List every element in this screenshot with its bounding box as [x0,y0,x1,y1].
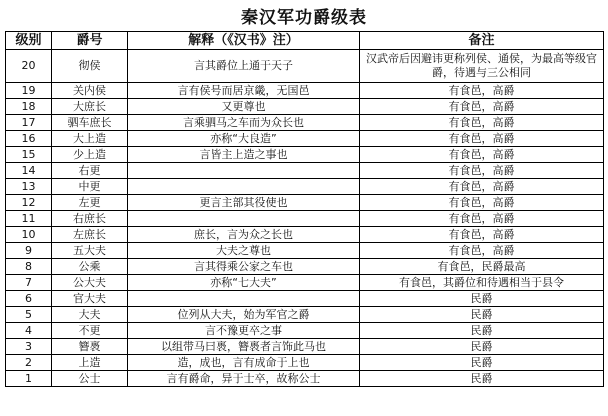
table-row [6,83,604,99]
cell-level: 6 [6,291,52,307]
cell-explanation: 言有侯号而居京畿，无国邑 [128,83,360,99]
cell-level: 19 [6,83,52,99]
table-row [6,147,604,163]
cell-explanation: 造，成也，言有成命于上也 [128,355,360,371]
cell-title-name: 驷车庶长 [52,115,128,131]
cell-title-name: 少上造 [52,147,128,163]
cell-level: 10 [6,227,52,243]
cell-title-name: 大上造 [52,131,128,147]
cell-remark: 有食邑，高爵 [360,115,604,131]
cell-remark: 有食邑，高爵 [360,147,604,163]
cell-explanation: 以组带马曰褭，簪褭者言饰此马也 [128,339,360,355]
cell-level: 16 [6,131,52,147]
cell-remark: 有食邑，高爵 [360,163,604,179]
cell-remark: 有食邑，高爵 [360,179,604,195]
cell-title-name: 官大夫 [52,291,128,307]
cell-title-name: 中更 [52,179,128,195]
cell-level: 13 [6,179,52,195]
cell-level: 14 [6,163,52,179]
cell-title-name: 彻侯 [52,50,128,83]
cell-title-name: 左更 [52,195,128,211]
cell-level: 11 [6,211,52,227]
cell-remark: 有食邑，高爵 [360,83,604,99]
cell-explanation [128,211,360,227]
cell-title-name: 公乘 [52,259,128,275]
cell-title-name: 关内侯 [52,83,128,99]
header-title-name: 爵号 [52,32,128,50]
cell-level: 9 [6,243,52,259]
table-row [6,115,604,131]
cell-remark: 有食邑，高爵 [360,211,604,227]
cell-title-name: 大庶长 [52,99,128,115]
cell-title-name: 五大夫 [52,243,128,259]
cell-explanation: 大夫之尊也 [128,243,360,259]
cell-level: 17 [6,115,52,131]
cell-title-name: 右庶长 [52,211,128,227]
cell-explanation: 又更尊也 [128,99,360,115]
cell-remark: 有食邑，高爵 [360,99,604,115]
table-row [6,131,604,147]
cell-remark: 民爵 [360,323,604,339]
cell-remark: 有食邑，其爵位和待遇相当于县令 [360,275,604,291]
cell-title-name: 公大夫 [52,275,128,291]
table-row [6,227,604,243]
cell-level: 1 [6,371,52,387]
cell-explanation [128,179,360,195]
cell-remark: 民爵 [360,291,604,307]
cell-remark: 有食邑，高爵 [360,131,604,147]
table-row [6,243,604,259]
table-row [6,275,604,291]
cell-title-name: 大夫 [52,307,128,323]
cell-remark: 民爵 [360,355,604,371]
cell-level: 8 [6,259,52,275]
cell-level: 7 [6,275,52,291]
cell-explanation: 亦称“大良造” [128,131,360,147]
header-remark: 备注 [360,32,604,50]
cell-remark: 民爵 [360,339,604,355]
table-row [6,307,604,323]
cell-explanation: 言皆主上造之事也 [128,147,360,163]
cell-level: 12 [6,195,52,211]
cell-explanation: 言不豫更卒之事 [128,323,360,339]
cell-explanation [128,163,360,179]
table-row [6,323,604,339]
rank-table [5,31,604,387]
cell-title-name: 左庶长 [52,227,128,243]
cell-level: 15 [6,147,52,163]
table-row [6,50,604,83]
cell-explanation: 更言主部其役使也 [128,195,360,211]
cell-explanation [128,291,360,307]
table-row [6,339,604,355]
cell-explanation: 庶长，言为众之长也 [128,227,360,243]
cell-remark: 民爵 [360,371,604,387]
cell-title-name: 上造 [52,355,128,371]
header-explanation: 解释（《汉书》注） [128,32,360,50]
cell-level: 4 [6,323,52,339]
cell-level: 2 [6,355,52,371]
table-row [6,291,604,307]
cell-explanation: 亦称“七大夫” [128,275,360,291]
cell-remark: 有食邑，高爵 [360,243,604,259]
table-row [6,195,604,211]
cell-title-name: 右更 [52,163,128,179]
table-row [6,259,604,275]
table-row [6,211,604,227]
cell-remark: 有食邑，高爵 [360,195,604,211]
cell-title-name: 不更 [52,323,128,339]
cell-explanation: 言其爵位上通于天子 [128,50,360,83]
cell-remark: 有食邑，民爵最高 [360,259,604,275]
cell-level: 20 [6,50,52,83]
cell-title-name: 簪褭 [52,339,128,355]
cell-remark: 民爵 [360,307,604,323]
cell-remark: 汉武帝后因避讳更称列侯、通侯，为最高等级官爵，待遇与三公相同 [360,50,604,83]
header-level: 级别 [6,32,52,50]
cell-explanation: 言其得乘公家之车也 [128,259,360,275]
header-row [6,32,604,50]
table-title: 秦汉军功爵级表 [241,8,367,28]
table-row [6,355,604,371]
table-row [6,99,604,115]
cell-remark: 有食邑，高爵 [360,227,604,243]
cell-explanation: 位列从大夫，始为军官之爵 [128,307,360,323]
cell-level: 5 [6,307,52,323]
table-row [6,371,604,387]
table-row [6,179,604,195]
cell-explanation: 言有爵命，异于士卒，故称公士 [128,371,360,387]
cell-level: 18 [6,99,52,115]
cell-level: 3 [6,339,52,355]
table-row [6,163,604,179]
cell-title-name: 公士 [52,371,128,387]
cell-explanation: 言乘驷马之车而为众长也 [128,115,360,131]
